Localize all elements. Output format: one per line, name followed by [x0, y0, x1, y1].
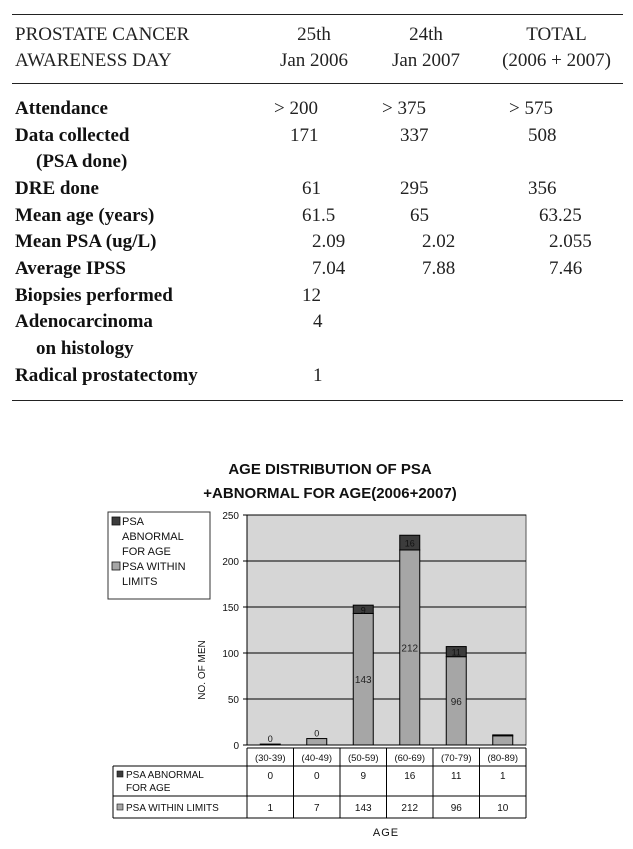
cell-2006: 12	[302, 285, 321, 306]
chart-title-line2: +ABNORMAL FOR AGE(2006+2007)	[203, 485, 457, 502]
row-label: Mean PSA (ug/L)	[15, 231, 157, 252]
table-row-label-within: PSA WITHIN LIMITS	[126, 803, 219, 814]
plot-background	[247, 515, 526, 745]
table-row	[12, 256, 623, 282]
x-tick-label: (70-79)	[440, 753, 472, 764]
row-label-continued: (PSA done)	[36, 151, 128, 172]
row-label: Adenocarcinoma	[15, 311, 153, 332]
cell-total: 7.46	[549, 258, 583, 279]
x-tick-label: (30-39)	[254, 753, 286, 764]
chart-title-line1: AGE DISTRIBUTION OF PSA	[228, 461, 432, 478]
cell-2006: 171	[290, 125, 319, 146]
header-2007-line1: 24th	[409, 24, 443, 45]
bar-label-within: 143	[354, 675, 372, 687]
table-cell-within: 212	[401, 803, 419, 814]
table-bottom-rule	[12, 400, 623, 401]
table-row	[12, 149, 623, 175]
header-event	[15, 22, 265, 74]
table-header-rule	[12, 83, 623, 84]
table-row-label-abnormal-2: FOR AGE	[126, 783, 171, 794]
cell-2007: 295	[400, 178, 429, 199]
table-cell-abnormal: 11	[451, 771, 462, 782]
bar-within-limits	[307, 739, 327, 745]
bar-abnormal	[493, 735, 513, 736]
cell-total: 508	[528, 125, 557, 146]
y-tick-label: 50	[227, 695, 239, 706]
psa-age-distribution-chart	[0, 440, 633, 849]
cell-total: > 575	[509, 98, 553, 119]
legend-label-within-1: PSA WITHIN	[122, 561, 186, 573]
table-cell-abnormal: 0	[267, 771, 274, 782]
cell-2006: 4	[313, 311, 323, 332]
table-cell-within: 1	[267, 803, 274, 814]
header-total-line2: (2006 + 2007)	[502, 50, 611, 71]
cell-2006: 61.5	[302, 205, 336, 226]
table-row-label-abnormal-1: PSA ABNORMAL	[126, 770, 204, 781]
row-label: Radical prostatectomy	[15, 365, 198, 386]
table-swatch-within	[117, 804, 123, 810]
y-tick-label: 250	[222, 511, 239, 522]
legend-label-abnormal-1: PSA	[122, 516, 145, 528]
cell-2006: 1	[313, 365, 323, 386]
table-cell-within: 143	[354, 803, 372, 814]
bar-within-limits	[260, 744, 280, 745]
bar-label-abnormal: 11	[451, 647, 461, 658]
header-2006-line1: 25th	[297, 24, 331, 45]
row-label-continued: on histology	[36, 338, 134, 359]
header-event-line2: AWARENESS DAY	[15, 50, 172, 71]
row-label: Mean age (years)	[15, 205, 155, 226]
bar-label-within: 212	[401, 643, 419, 655]
cell-2006: 7.04	[312, 258, 346, 279]
row-label: Attendance	[15, 98, 108, 119]
cell-total: 356	[528, 178, 557, 199]
cell-total: 63.25	[539, 205, 582, 226]
table-cell-within: 10	[497, 803, 509, 814]
table-cell-within: 7	[313, 803, 320, 814]
header-total	[490, 22, 623, 74]
table-cell-abnormal: 16	[404, 771, 416, 782]
table-row	[12, 176, 623, 202]
bar-within-limits	[493, 736, 513, 745]
cell-total: 2.055	[549, 231, 592, 252]
bar-label-abnormal: 0	[314, 728, 320, 739]
cell-2007: 7.88	[422, 258, 456, 279]
header-2007	[376, 22, 476, 74]
bar-label-within: 96	[450, 696, 462, 708]
x-tick-label: (50-59)	[347, 753, 379, 764]
table-row	[12, 336, 623, 362]
header-2006-line2: Jan 2006	[279, 50, 349, 71]
table-row	[12, 309, 623, 335]
table-row	[12, 363, 623, 389]
y-axis-label: NO. OF MEN	[197, 640, 208, 700]
x-axis-label: AGE	[372, 827, 400, 839]
table-row	[12, 123, 623, 149]
row-label: Average IPSS	[15, 258, 126, 279]
table-row	[12, 203, 623, 229]
bar-label-abnormal: 9	[360, 605, 366, 616]
cell-2007: 337	[400, 125, 429, 146]
data-table	[113, 748, 526, 818]
cell-2006: 61	[302, 178, 321, 199]
cell-2006: > 200	[274, 98, 318, 119]
cell-2007: 65	[410, 205, 429, 226]
bar-label-abnormal: 16	[404, 538, 415, 549]
table-cell-abnormal: 1	[499, 771, 506, 782]
legend-label-within-2: LIMITS	[122, 576, 158, 588]
legend-label-abnormal-2: ABNORMAL	[122, 531, 184, 543]
table-row	[12, 96, 623, 122]
y-tick-label: 100	[222, 649, 239, 660]
cell-2007: > 375	[382, 98, 426, 119]
x-tick-label: (40-49)	[301, 753, 333, 764]
legend	[108, 512, 210, 599]
legend-label-abnormal-3: FOR AGE	[122, 546, 171, 558]
y-tick-label: 0	[233, 741, 239, 752]
row-label: Biopsies performed	[15, 285, 173, 306]
row-label: Data collected	[15, 125, 130, 146]
row-label: DRE done	[15, 178, 99, 199]
cell-2006: 2.09	[312, 231, 346, 252]
table-swatch-abnormal	[117, 771, 123, 777]
header-total-line1: TOTAL	[526, 24, 587, 45]
y-tick-label: 150	[222, 603, 239, 614]
table-row	[12, 229, 623, 255]
legend-swatch-within	[112, 562, 120, 570]
x-tick-label: (80-89)	[487, 753, 519, 764]
table-cell-within: 96	[450, 803, 462, 814]
legend-swatch-abnormal	[112, 517, 120, 525]
table-cell-abnormal: 9	[360, 771, 367, 782]
header-2006	[266, 22, 362, 74]
plot-area	[222, 511, 526, 752]
table-top-rule	[12, 14, 623, 15]
cell-2007: 2.02	[422, 231, 456, 252]
table-cell-abnormal: 0	[313, 771, 320, 782]
y-tick-label: 200	[222, 557, 239, 568]
header-2007-line2: Jan 2007	[391, 50, 461, 71]
table-row	[12, 283, 623, 309]
bar-label-abnormal: 0	[267, 734, 273, 745]
header-event-line1: PROSTATE CANCER	[15, 24, 190, 45]
x-tick-label: (60-69)	[394, 753, 426, 764]
